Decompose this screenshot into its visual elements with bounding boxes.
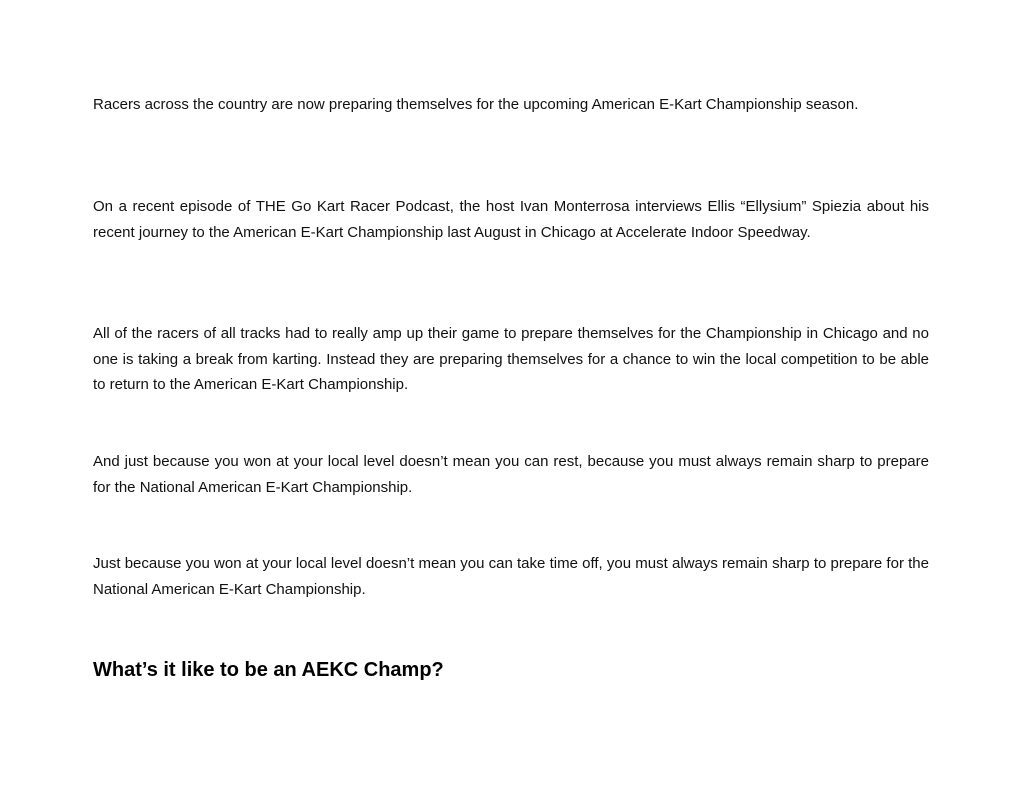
paragraph-podcast-episode: On a recent episode of THE Go Kart Racer Podcast, the host Ivan Monterrosa interviews Ellis “Ellysium” Spiezia about his recent journey to the American E-Kart Championship last August in Chicago at Accelerate Indoor Speedway. xyxy=(93,198,929,241)
paragraph-remain-sharp-1: And just because you won at your local level doesn’t mean you can rest, because you must always remain sharp to prepare for the National American E-Kart Championship. xyxy=(93,453,929,496)
section-heading: What’s it like to be an AEKC Champ? xyxy=(93,659,444,681)
paragraph-racers-preparing: All of the racers of all tracks had to really amp up their game to prepare themselves for the Championship in Chicago and no one is taking a break from karting. Instead they are preparing themselves for a chance to win the local competition to be able to return to the American E-Kart Championship. xyxy=(93,325,929,393)
paragraph-season-intro: Racers across the country are now preparing themselves for the upcoming American E-Kart Championship season. xyxy=(93,96,859,113)
paragraph-remain-sharp-2: Just because you won at your local level doesn’t mean you can take time off, you must always remain sharp to prepare for the National American E-Kart Championship. xyxy=(93,555,929,598)
